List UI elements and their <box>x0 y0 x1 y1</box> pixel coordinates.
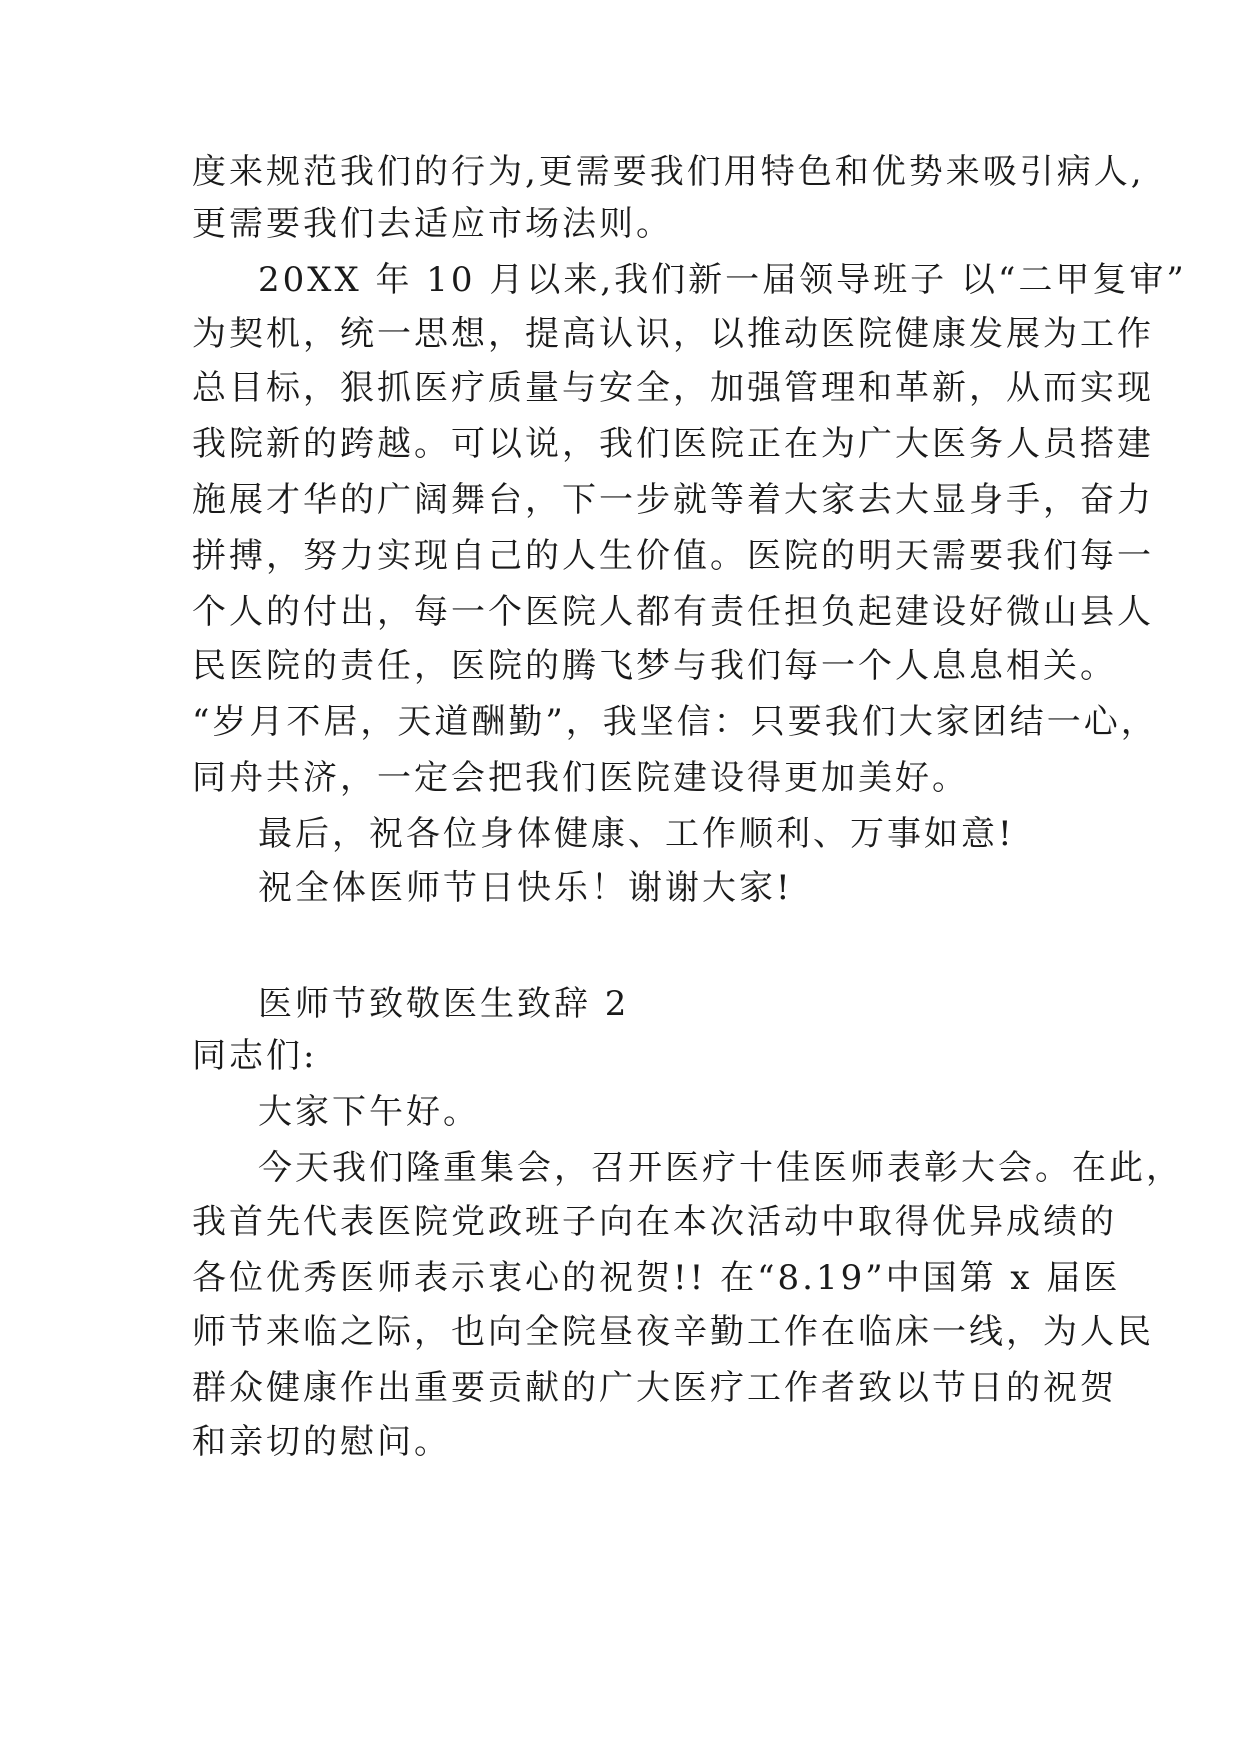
paragraph-line: 群众健康作出重要贡献的广大医疗工作者致以节日的祝贺 <box>192 1368 1117 1408</box>
paragraph-line: 我首先代表医院党政班子向在本次活动中取得优异成绩的 <box>192 1202 1117 1242</box>
paragraph-line: 今天我们隆重集会，召开医疗十佳医师表彰大会。在此， <box>258 1148 1183 1188</box>
paragraph-line: 同舟共济，一定会把我们医院建设得更加美好。 <box>192 758 969 798</box>
paragraph-line: 施展才华的广阔舞台，下一步就等着大家去大显身手，奋力 <box>192 480 1154 520</box>
paragraph-line: 拼搏，努力实现自己的人生价值。医院的明天需要我们每一 <box>192 536 1154 576</box>
paragraph-line: 我院新的跨越。可以说，我们医院正在为广大医务人员搭建 <box>192 424 1154 464</box>
paragraph-line: 个人的付出，每一个医院人都有责任担负起建设好微山县人 <box>192 592 1154 632</box>
paragraph-line: “岁月不居，天道酬勤”，我坚信：只要我们大家团结一心， <box>192 702 1158 742</box>
section-heading: 医师节致敬医生致辞 2 <box>258 984 630 1024</box>
paragraph-line: 和亲切的慰问。 <box>192 1422 451 1462</box>
paragraph-line: 更需要我们去适应市场法则。 <box>192 204 673 244</box>
paragraph-line: 师节来临之际，也向全院昼夜辛勤工作在临床一线，为人民 <box>192 1312 1154 1352</box>
paragraph-line: 祝全体医师节日快乐！谢谢大家! <box>258 868 793 908</box>
paragraph-line: 最后，祝各位身体健康、工作顺利、万事如意! <box>258 814 1015 854</box>
paragraph-line: 民医院的责任，医院的腾飞梦与我们每一个人息息相关。 <box>192 646 1117 686</box>
paragraph-line: 20XX 年 10 月以来,我们新一届领导班子 以“二甲复审” <box>258 260 1187 300</box>
paragraph-line: 总目标，狠抓医疗质量与安全，加强管理和革新，从而实现 <box>192 368 1154 408</box>
paragraph-line: 度来规范我们的行为,更需要我们用特色和优势来吸引病人, <box>192 152 1145 192</box>
greeting-line: 大家下午好。 <box>258 1092 480 1132</box>
paragraph-line: 为契机，统一思想，提高认识，以推动医院健康发展为工作 <box>192 314 1154 354</box>
paragraph-line: 各位优秀医师表示衷心的祝贺!! 在“8.19”中国第 x 届医 <box>192 1258 1121 1298</box>
salutation: 同志们: <box>192 1036 318 1076</box>
